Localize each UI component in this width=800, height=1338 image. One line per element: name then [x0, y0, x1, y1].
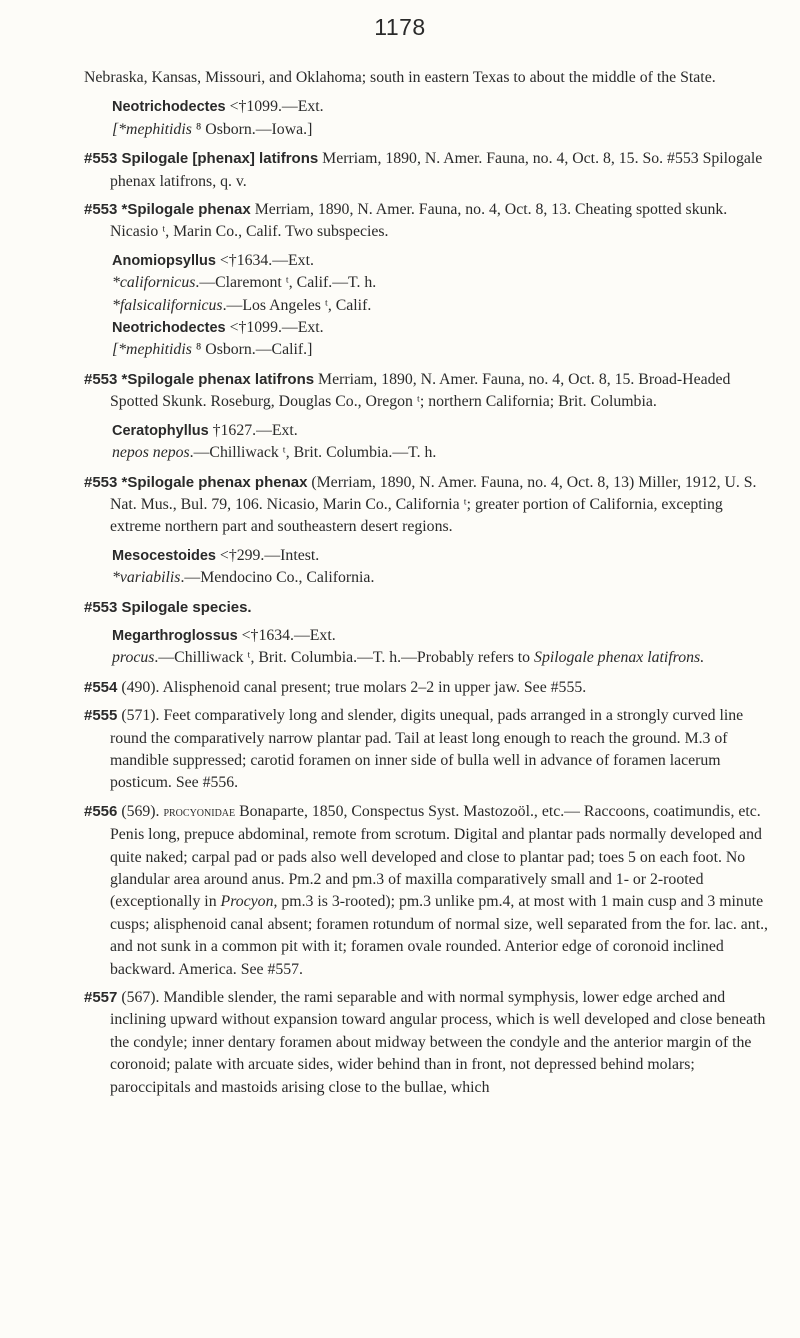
taxon-entry: #553 Spilogale [phenax] latifrons Merriam, 1890, N. Amer. Fauna, no. 4, Oct. 8, 15. So. #553 Spilogale phenax latifrons, q. v. — [84, 150, 763, 190]
parasite-species: *falsicalifornicus.—Los Angeles ᵗ, Calif. — [112, 296, 372, 314]
taxon-entry: #553 *Spilogale phenax phenax (Merriam, 1890, N. Amer. Fauna, no. 4, Oct. 8, 13) Miller, 1912, U. S. Nat. Mus., Bul. 79, 106. Nicasio, Marin Co., California ᵗ; greater portion of California, excepting extreme northern part and southeastern desert regions. — [84, 473, 757, 536]
key-entry: #554 (490). Alisphenoid canal present; true molars 2–2 in upper jaw. See #555. — [84, 678, 587, 696]
taxon-entry: #553 *Spilogale phenax latifrons Merriam, 1890, N. Amer. Fauna, no. 4, Oct. 8, 15. Broad-Headed Spotted Skunk. Roseburg, Douglas Co., Oregon ᵗ; northern California; Brit. Columbia. — [84, 370, 731, 411]
parasite-entry: Neotrichodectes <†1099.—Ext. — [112, 98, 324, 116]
page-body — [84, 67, 774, 1105]
parasite-entry: Megarthroglossus <†1634.—Ext. — [112, 626, 336, 644]
parasite-species: *variabilis.—Mendocino Co., California. — [112, 569, 375, 587]
taxon-entry: #553 Spilogale species. — [84, 598, 252, 616]
parasite-species: nepos nepos.—Chilliwack ᵗ, Brit. Columbia.—T. h. — [112, 444, 437, 462]
parasite-entry: Neotrichodectes <†1099.—Ext. — [112, 319, 324, 337]
parasite-entry: Mesocestoides <†299.—Intest. — [112, 546, 320, 564]
parasite-species: *californicus.—Claremont ᵗ, Calif.—T. h. — [112, 274, 377, 292]
parasite-species: procus.—Chilliwack ᵗ, Brit. Columbia.—T. h.—Probably refers to Spilogale phenax latifrons. — [112, 649, 705, 667]
page-number: 1178 — [374, 14, 426, 40]
parasite-species: [*mephitidis ⁸ Osborn.—Calif.] — [112, 341, 313, 359]
key-entry: #555 (571). Feet comparatively long and slender, digits unequal, pads arranged in a strongly curved line round the comparatively narrow plantar pad. Tail at least long enough to reach the ground. M.3 of mandible suppressed; carotid foramen on inner side of bulla well in advance of foramen lacerum posticum. See #556. — [84, 707, 744, 792]
parasite-species: [*mephitidis ⁸ Osborn.—Iowa.] — [112, 120, 313, 138]
intro-paragraph: Nebraska, Kansas, Missouri, and Oklahoma; south in eastern Texas to about the middle of the State. — [84, 69, 716, 86]
key-entry: #557 (567). Mandible slender, the rami separable and with normal symphysis, lower edge arched and inclining upward without expansion toward angular process, which is well developed and close beneath the condyle; inner dentary foramen about midway between the condyle and the anterior margin of the coronoid; palate with arcuate sides, wider behind than in front, not depressed behind molars; paroccipitals and mastoids arising close to the bullae, which — [84, 989, 766, 1096]
key-entry: #556 (569). procyonidae Bonaparte, 1850, Conspectus Syst. Mastozoöl., etc.— Raccoons, coatimundis, etc. Penis long, prepuce abdominal, remote from scrotum. Digital and plantar pads normally developed and quite naked; carpal pad or pads also well developed and close to plantar pad; toes 5 on each foot. No glandular area around anus. Pm.2 and pm.3 of maxilla comparatively small and 1- or 2-rooted (exceptionally in Procyon, pm.3 is 3-rooted); pm.3 unlike pm.4, at most with 1 main cusp and 3 minute cusps; alisphenoid canal absent; foramen rotundum of normal size, well separated from the for. lac. ant., and not sunk in a common pit with it; foramen ovale rounded. Anterior edge of coronoid inclined backward. America. See #557. — [84, 802, 768, 978]
parasite-entry: Anomiopsyllus <†1634.—Ext. — [112, 251, 314, 269]
taxon-entry: #553 *Spilogale phenax Merriam, 1890, N. Amer. Fauna, no. 4, Oct. 8, 13. Cheating spotted skunk. Nicasio ᵗ, Marin Co., Calif. Two subspecies. — [84, 201, 728, 241]
parasite-entry: Ceratophyllus †1627.—Ext. — [112, 421, 298, 439]
